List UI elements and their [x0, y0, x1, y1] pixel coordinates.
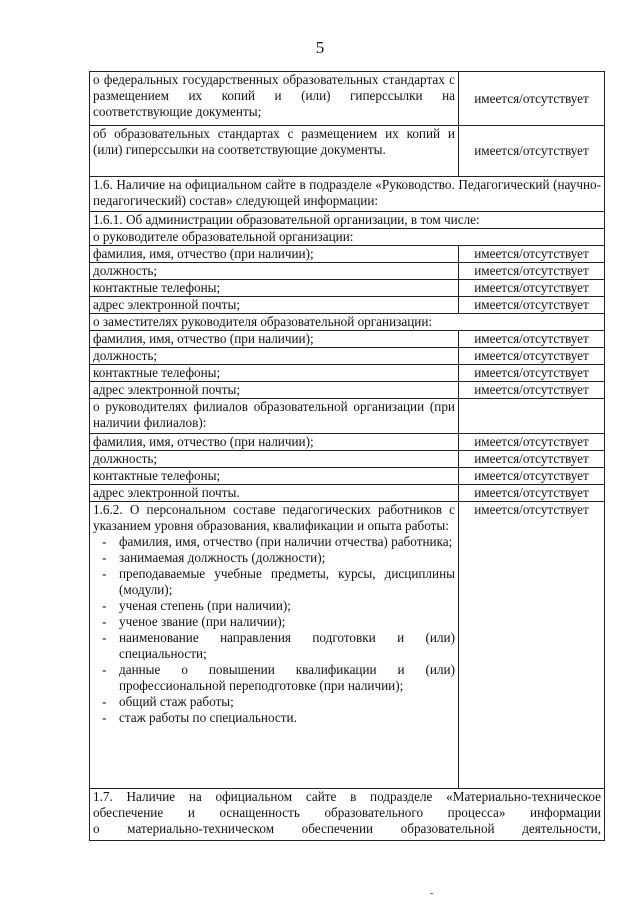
status-cell: имеется/отсутствует	[459, 502, 605, 789]
list-item: - стаж работы по специальности.	[93, 710, 455, 726]
list-item: - наименование направления подготовки и (или) специальности;	[93, 630, 455, 662]
table-row	[90, 212, 605, 229]
status-cell: имеется/отсутствует	[459, 451, 605, 468]
status-cell: имеется/отсутствует	[459, 331, 605, 348]
section-1-7-line: 1.7. Наличие на официальном сайте в подразделе «Материально-техническое	[93, 789, 601, 804]
status-cell: имеется/отсутствует	[459, 280, 605, 297]
list-item: - преподаваемые учебные предметы, курсы, дисциплины (модули);	[93, 566, 455, 598]
table-row	[90, 502, 605, 789]
list-item: - общий стаж работы;	[93, 694, 455, 710]
table-row	[90, 126, 605, 177]
requirements-table	[89, 71, 605, 841]
status-cell: имеется/отсутствует	[459, 365, 605, 382]
deputy-group-heading: о заместителях руководителя образовательной организации:	[90, 314, 605, 331]
table-row	[90, 789, 605, 841]
status-cell: имеется/отсутствует	[459, 382, 605, 399]
edu-standards-cell: об образовательных стандартах с размещением их копий и (или) гиперссылки на соответствующие документы.	[90, 126, 459, 177]
table-row	[90, 246, 605, 263]
table-row	[90, 72, 605, 126]
staff-list	[93, 534, 455, 726]
field-email: адрес электронной почты;	[90, 382, 459, 399]
field-name: фамилия, имя, отчество (при наличии);	[90, 331, 459, 348]
table-row	[90, 280, 605, 297]
section-1-6-1-heading: 1.6.1. Об администрации образовательной организации, в том числе:	[90, 212, 605, 229]
status-cell: имеется/отсутствует	[459, 468, 605, 485]
scan-mark: -	[430, 888, 434, 899]
table-row	[90, 485, 605, 502]
section-1-7-line: обеспечение и оснащенность образовательного процесса» информации	[93, 805, 601, 820]
page-number: 5	[315, 38, 325, 57]
field-name: фамилия, имя, отчество (при наличии);	[90, 246, 459, 263]
table-row	[90, 434, 605, 451]
status-cell: имеется/отсутствует	[459, 485, 605, 502]
status-cell: имеется/отсутствует	[459, 263, 605, 280]
section-1-6-2-heading: 1.6.2. О персональном составе педагогических работников с указанием уровня образования, квалификации и опыта работы:	[93, 502, 455, 533]
field-position: должность;	[90, 348, 459, 365]
list-item: - ученая степень (при наличии);	[93, 598, 455, 614]
table-row	[90, 382, 605, 399]
list-item: - фамилия, имя, отчество (при наличии отчества) работника;	[93, 534, 455, 550]
field-phones: контактные телефоны;	[90, 365, 459, 382]
field-position: должность;	[90, 263, 459, 280]
list-item: - занимаемая должность (должности);	[93, 550, 455, 566]
status-cell: имеется/отсутствует	[459, 72, 605, 126]
section-1-7-cell	[90, 789, 605, 841]
list-item: - ученое звание (при наличии);	[93, 614, 455, 630]
table-row	[90, 263, 605, 280]
status-cell: имеется/отсутствует	[459, 348, 605, 365]
empty-cell	[459, 399, 605, 434]
field-name: фамилия, имя, отчество (при наличии);	[90, 434, 459, 451]
table-row	[90, 468, 605, 485]
field-phones: контактные телефоны;	[90, 280, 459, 297]
table-row	[90, 229, 605, 246]
list-item: - данные о повышении квалификации и (или) профессиональной переподготовке (при наличии);	[93, 662, 455, 694]
table-row	[90, 399, 605, 434]
table-row	[90, 451, 605, 468]
field-email: адрес электронной почты;	[90, 297, 459, 314]
fgos-cell: о федеральных государственных образовательных стандартах с размещением их копий и (или) гиперссылки на соответствующие документы;	[90, 72, 459, 126]
table-row	[90, 348, 605, 365]
section-1-6-heading: 1.6. Наличие на официальном сайте в подразделе «Руководство. Педагогический (научно-педагогический) состав» следующей информации:	[90, 177, 605, 212]
status-cell: имеется/отсутствует	[459, 246, 605, 263]
field-email: адрес электронной почты.	[90, 485, 459, 502]
table-row	[90, 331, 605, 348]
table-row	[90, 297, 605, 314]
status-cell: имеется/отсутствует	[459, 297, 605, 314]
section-1-7-line: о материально-техническом обеспечении образовательной деятельности,	[93, 821, 601, 836]
branch-group-heading: о руководителях филиалов образовательной организации (при наличии филиалов):	[90, 399, 459, 434]
table-row	[90, 314, 605, 331]
field-phones: контактные телефоны;	[90, 468, 459, 485]
staff-cell	[90, 502, 459, 789]
status-cell: имеется/отсутствует	[459, 434, 605, 451]
status-cell: имеется/отсутствует	[459, 126, 605, 177]
head-group-heading: о руководителе образовательной организации:	[90, 229, 605, 246]
table-row	[90, 365, 605, 382]
table-row	[90, 177, 605, 212]
field-position: должность;	[90, 451, 459, 468]
